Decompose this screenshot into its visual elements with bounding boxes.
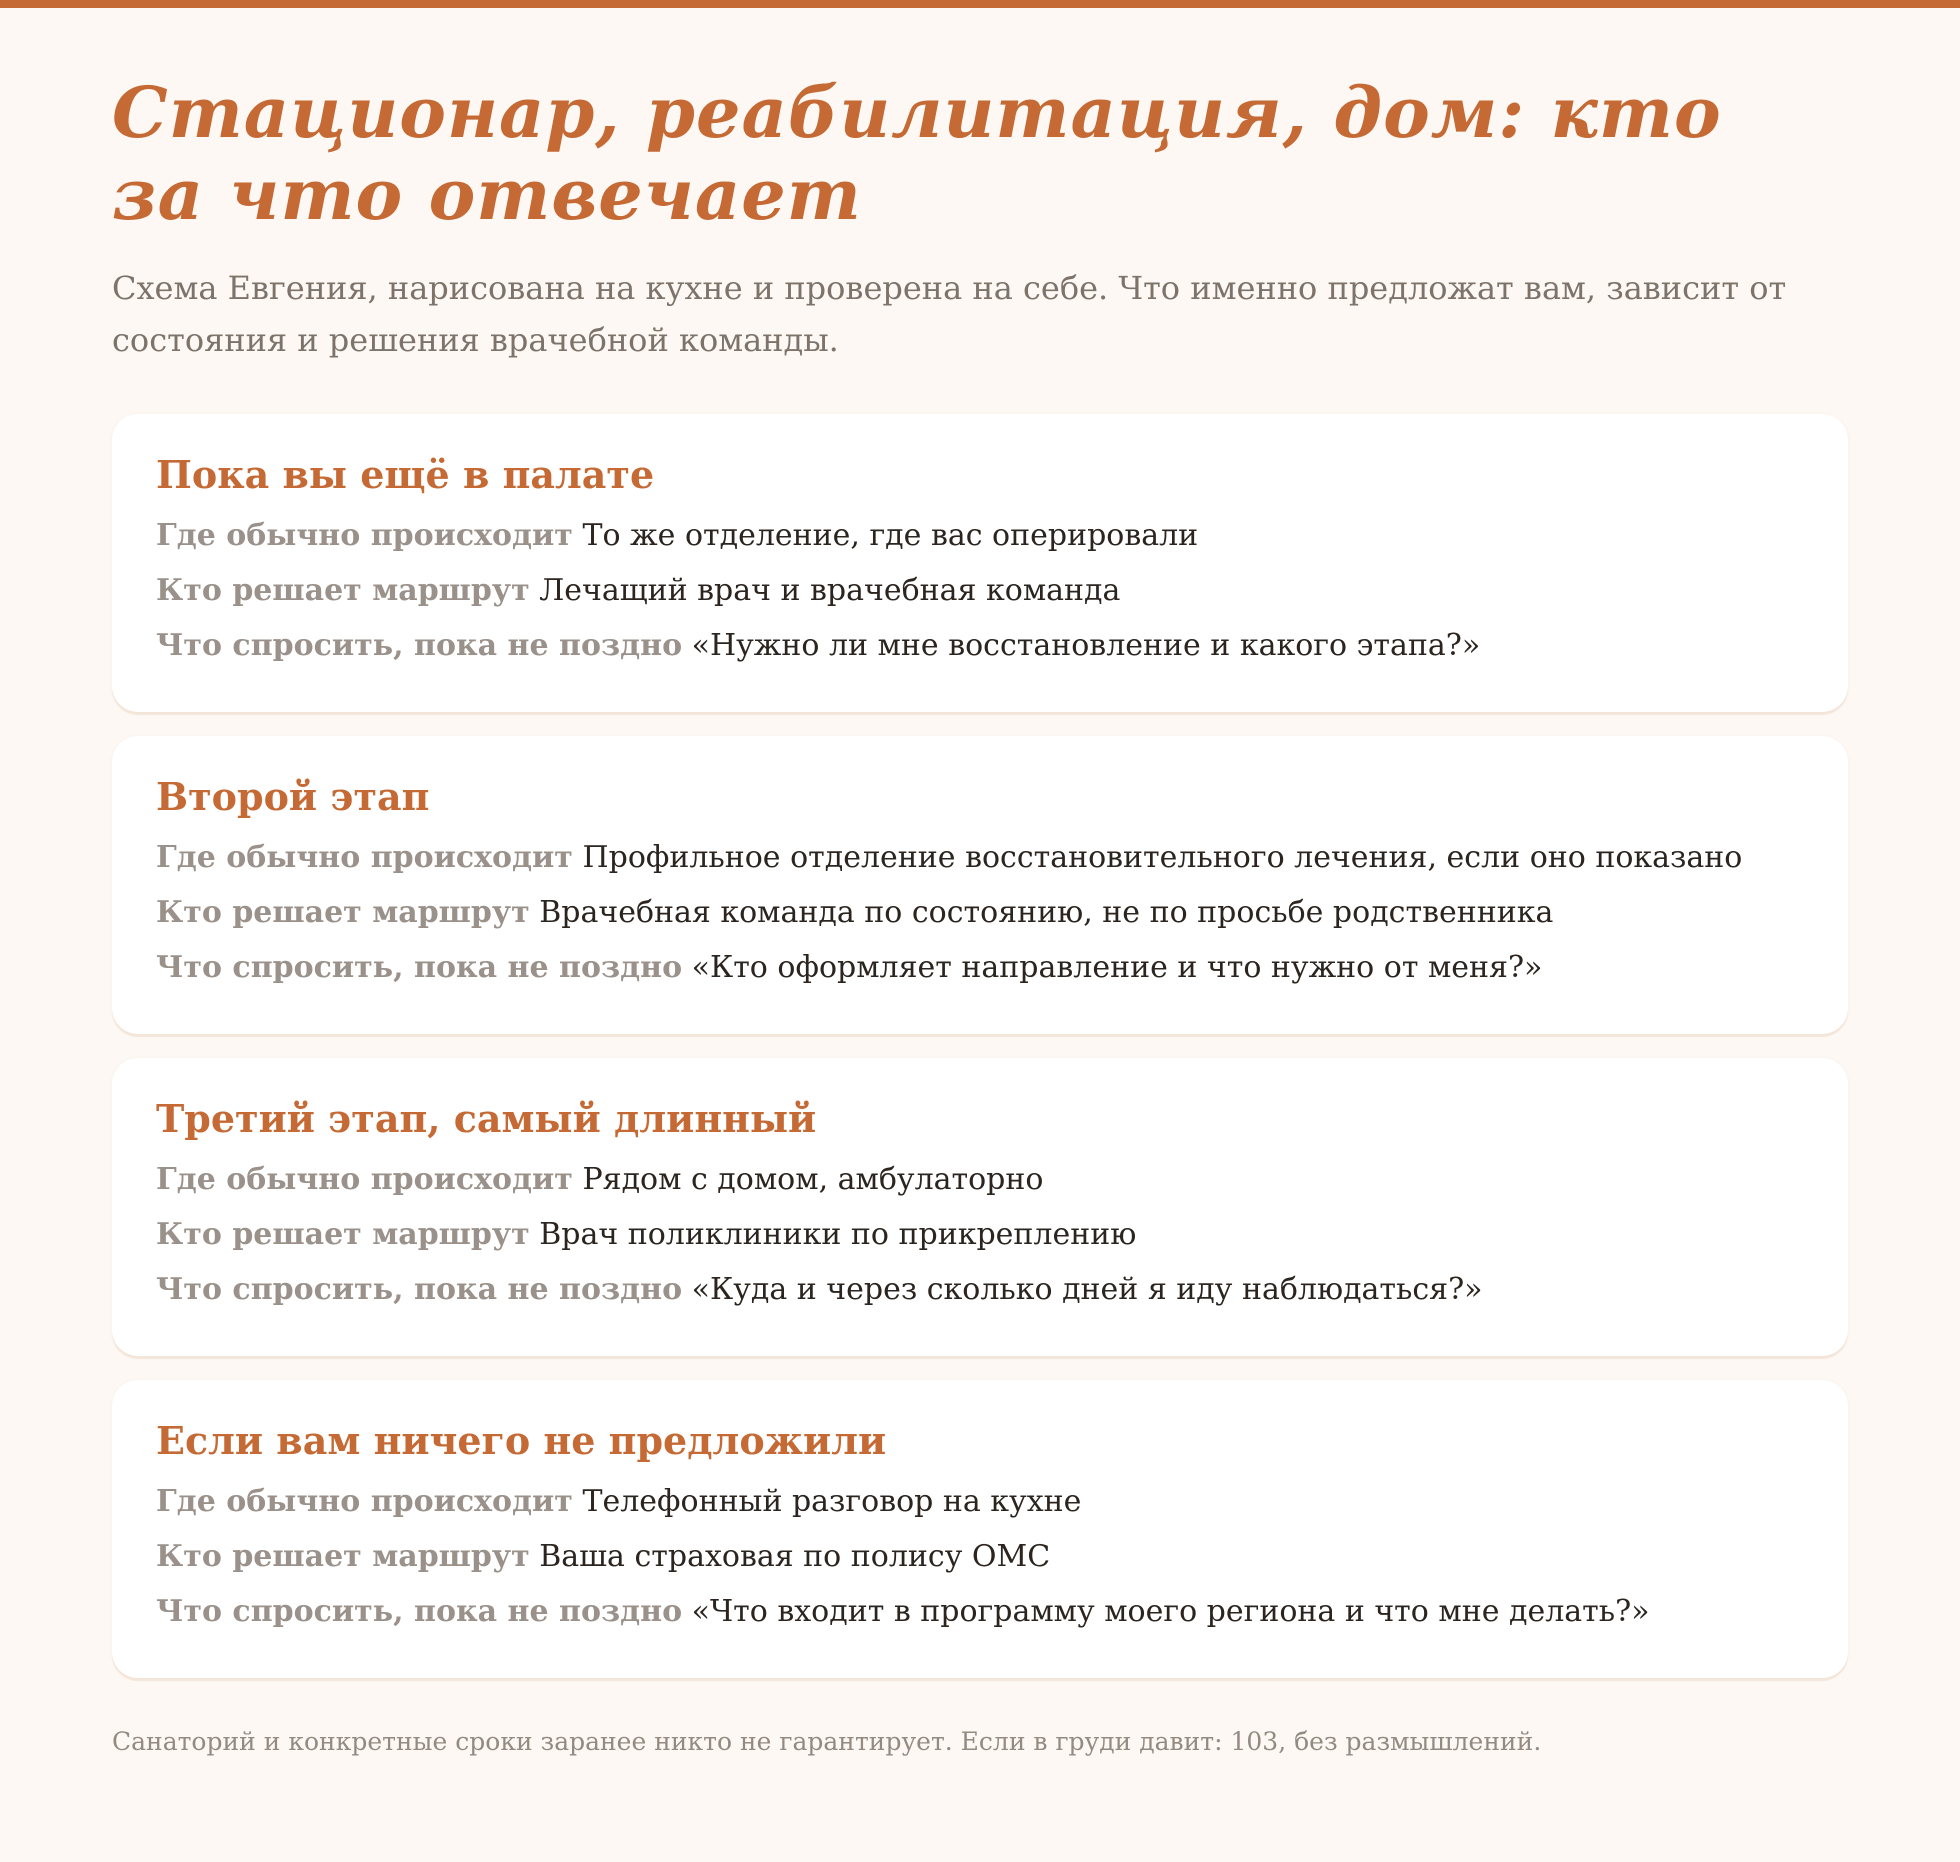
- who-label: Кто решает маршрут: [156, 573, 530, 608]
- stage-card-third: [112, 1058, 1848, 1356]
- page-title: Стационар, реабилитация, дом: кто за что отвечает: [112, 71, 1722, 236]
- where-value: То же отделение, где вас оперировали: [582, 518, 1199, 553]
- who-value: Ваша страховая по полису ОМС: [539, 1539, 1051, 1574]
- who-label: Кто решает маршрут: [156, 1539, 530, 1574]
- who-label: Кто решает маршрут: [156, 895, 530, 930]
- ask-row: [156, 1262, 1804, 1317]
- where-value: Телефонный разговор на кухне: [582, 1484, 1082, 1519]
- where-row: [156, 830, 1804, 885]
- ask-value: «Кто оформляет направление и что нужно от меня?»: [691, 950, 1543, 985]
- ask-row: [156, 940, 1804, 995]
- where-label: Где обычно происходит: [156, 518, 573, 553]
- who-row: [156, 885, 1804, 940]
- card-title: Пока вы ещё в палате: [156, 452, 655, 497]
- where-value: Рядом с домом, амбулаторно: [582, 1162, 1044, 1197]
- where-value: Профильное отделение восстановительного лечения, если оно показано: [582, 840, 1743, 875]
- ask-row: [156, 618, 1804, 673]
- ask-label: Что спросить, пока не поздно: [156, 1272, 683, 1307]
- where-row: [156, 1152, 1804, 1207]
- who-row: [156, 563, 1804, 618]
- ask-row: [156, 1584, 1804, 1639]
- who-row: [156, 1207, 1804, 1262]
- footnote: Санаторий и конкретные сроки заранее никто не гарантирует. Если в груди давит: 103, без размышлений.: [112, 1727, 1542, 1756]
- stage-card-second: [112, 736, 1848, 1034]
- ask-label: Что спросить, пока не поздно: [156, 628, 683, 663]
- who-value: Врач поликлиники по прикреплению: [539, 1217, 1137, 1252]
- ask-label: Что спросить, пока не поздно: [156, 950, 683, 985]
- stage-cards: [112, 414, 1848, 1678]
- where-label: Где обычно происходит: [156, 840, 573, 875]
- ask-value: «Что входит в программу моего региона и что мне делать?»: [691, 1594, 1650, 1629]
- card-title: Второй этап: [156, 774, 430, 819]
- where-label: Где обычно происходит: [156, 1162, 573, 1197]
- who-value: Лечащий врач и врачебная команда: [539, 573, 1121, 608]
- who-row: [156, 1529, 1804, 1584]
- ask-value: «Куда и через сколько дней я иду наблюдаться?»: [691, 1272, 1483, 1307]
- page: [0, 8, 1787, 1760]
- who-label: Кто решает маршрут: [156, 1217, 530, 1252]
- where-row: [156, 1474, 1804, 1529]
- who-value: Врачебная команда по состоянию, не по просьбе родственника: [539, 895, 1554, 930]
- lead-paragraph: Схема Евгения, нарисована на кухне и проверена на себе. Что именно предложат вам, зависит от состояния и решения врачебной команды.: [112, 269, 1787, 359]
- stage-card-ward: [112, 414, 1848, 712]
- where-row: [156, 508, 1804, 563]
- ask-value: «Нужно ли мне восстановление и какого этапа?»: [691, 628, 1481, 663]
- where-label: Где обычно происходит: [156, 1484, 573, 1519]
- card-title: Если вам ничего не предложили: [156, 1418, 887, 1463]
- ask-label: Что спросить, пока не поздно: [156, 1594, 683, 1629]
- stage-card-none-offered: [112, 1380, 1848, 1678]
- card-title: Третий этап, самый длинный: [156, 1096, 817, 1141]
